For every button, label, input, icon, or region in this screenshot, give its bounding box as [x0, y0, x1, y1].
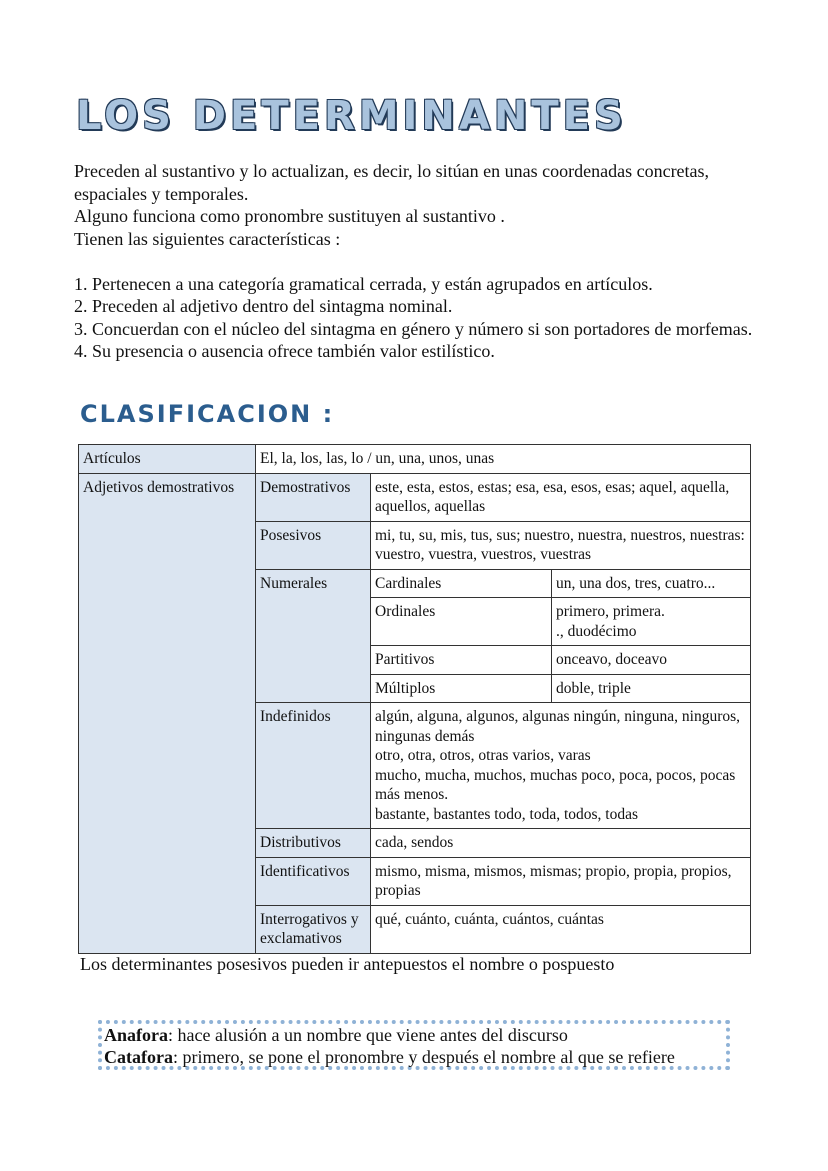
table-cell: El, la, los, las, lo / un, una, unos, unas: [256, 445, 751, 474]
catafora-definition: [104, 1046, 724, 1068]
list-item: 3. Concuerdan con el núcleo del sintagma en género y número si son portadores de morfemas.: [74, 318, 753, 339]
classification-table: [78, 444, 751, 954]
spacer: [74, 250, 764, 273]
table-cell: doble, triple: [552, 674, 751, 703]
list-item: 4. Su presencia o ausencia ofrece también valor estilístico.: [74, 341, 495, 361]
table-cell: Partitivos: [371, 646, 552, 675]
table-cell: Indefinidos: [256, 703, 371, 829]
table-cell: Adjetivos demostrativos: [79, 473, 256, 953]
intro-line: Tienen las siguientes características :: [74, 228, 341, 249]
anafora-term: Anafora: [104, 1025, 168, 1045]
table-cell: Interrogativos y exclamativos: [256, 905, 371, 953]
table-cell: este, esta, estos, estas; esa, esa, esos, esas; aquel, aquella, aquellos, aquellas: [371, 473, 751, 521]
intro-line: Alguno funciona como pronombre sustituyen al sustantivo .: [74, 206, 505, 226]
table-cell: un, una dos, tres, cuatro...: [552, 569, 751, 598]
table-cell: Distributivos: [256, 829, 371, 858]
list-item: 2. Preceden al adjetivo dentro del sintagma nominal.: [74, 296, 453, 316]
table-cell: onceavo, doceavo: [552, 646, 751, 675]
table-cell: Múltiplos: [371, 674, 552, 703]
table-cell: cada, sendos: [371, 829, 751, 858]
table-cell: Identificativos: [256, 857, 371, 905]
table-cell: qué, cuánto, cuánta, cuántos, cuántas: [371, 905, 751, 953]
table-cell: mismo, misma, mismos, mismas; propio, propia, propios, propias: [371, 857, 751, 905]
catafora-text: : primero, se pone el pronombre y después el nombre al que se refiere: [172, 1047, 675, 1067]
table-cell: mi, tu, su, mis, tus, sus; nuestro, nuestra, nuestros, nuestras: vuestro, vuestra, vuestros, vuestras: [371, 521, 751, 569]
list-item: 1. Pertenecen a una categoría gramatical cerrada, y están agrupados en artículos.: [74, 273, 653, 294]
table-cell: Artículos: [79, 445, 256, 474]
section-heading: CLASIFICACION :: [80, 400, 335, 428]
table-cell: Ordinales: [371, 598, 552, 646]
table-cell: Numerales: [256, 569, 371, 703]
table-cell: algún, alguna, algunos, algunas ningún, ninguna, ninguros, ningunas demás otro, otra, otros, otras varios, varas mucho, mucha, muchos, muchas poco, poca, pocos, pocas más menos. bastante, bastantes todo, toda, todos, todas: [371, 703, 751, 829]
page-title: LOS DETERMINANTES: [76, 93, 627, 139]
anafora-text: : hace alusión a un nombre que viene antes del discurso: [168, 1025, 568, 1045]
table-cell: Posesivos: [256, 521, 371, 569]
catafora-term: Catafora: [104, 1047, 173, 1067]
table-row: [79, 445, 751, 474]
anafora-definition: [104, 1024, 724, 1046]
posesivos-note: Los determinantes posesivos pueden ir antepuestos el nombre o pospuesto: [80, 954, 615, 974]
table-cell: Cardinales: [371, 569, 552, 598]
intro-section: [74, 160, 764, 363]
table-cell: primero, primera. ., duodécimo: [552, 598, 751, 646]
table-row: [79, 473, 751, 521]
definitions-box: [98, 1020, 730, 1070]
table-cell: Demostrativos: [256, 473, 371, 521]
intro-line: Preceden al sustantivo y lo actualizan, es decir, lo sitúan en unas coordenadas concretas, espaciales y temporales.: [74, 161, 710, 204]
